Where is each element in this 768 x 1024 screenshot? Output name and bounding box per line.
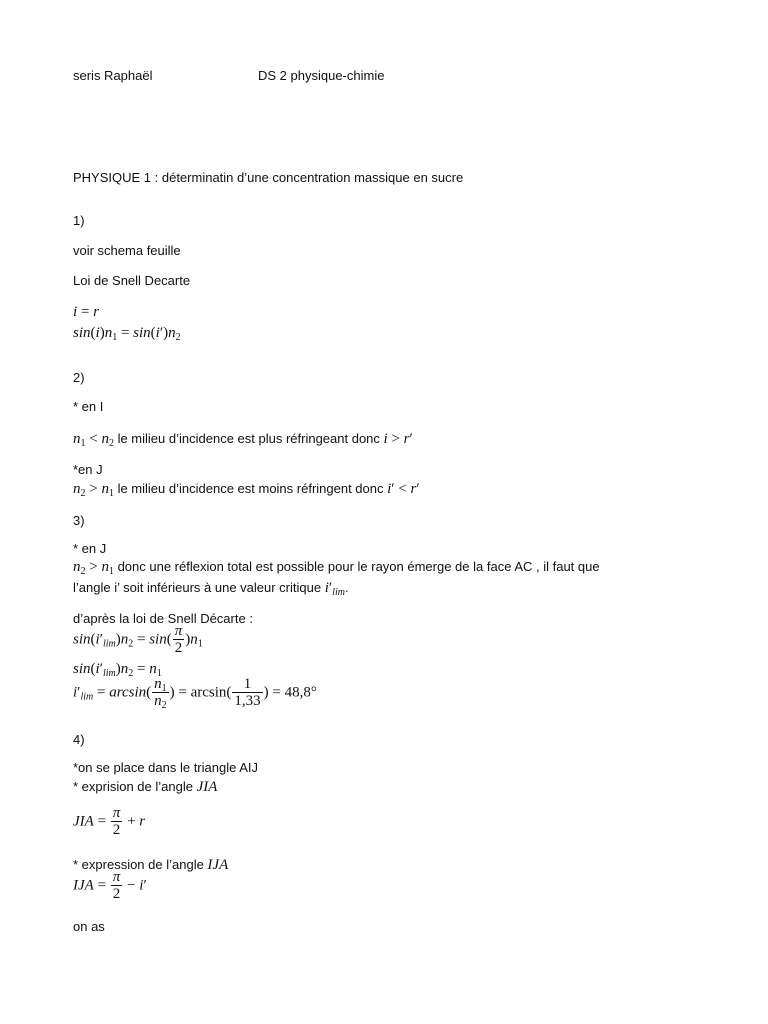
q3-en-j: * en J — [73, 541, 107, 556]
q4-jia-label: * exprision de l’angle JIA — [73, 779, 218, 795]
q2-en-i: * en I — [73, 399, 104, 414]
equation-critical-2: $\sin(i'_{lim})n_2 = n_1$ — [73, 661, 162, 679]
question-1-number: 1) — [73, 213, 85, 228]
author-name: seris Raphaël — [73, 68, 153, 83]
question-2-number: 2) — [73, 370, 85, 385]
q4-ija-label: * expression de l’angle IJA — [73, 857, 229, 873]
q2-en-j: *en J — [73, 462, 103, 477]
question-4-number: 4) — [73, 732, 85, 747]
document-title: DS 2 physique-chimie — [258, 68, 385, 83]
q3-intro: d’après la loi de Snell Décarte : — [73, 611, 253, 626]
q3-statement-line1: $n_2 > n_1$ donc une réflexion total est possible pour le rayon émerge de la face AC , il faut que — [73, 559, 600, 577]
equation-i-equals-r: i = r — [73, 304, 99, 320]
section-title: PHYSIQUE 1 : déterminatin d’une concentration massique en sucre — [73, 170, 464, 185]
critical-angle-value: 48,8° — [284, 684, 317, 701]
equation-critical-result: $i'_{lim} = \arcsin$( $\frac{n_1}{n_2}$ ) = arcsin( $\frac{1}{1,33}$ ) = 48,8° — [73, 676, 317, 711]
question-3-number: 3) — [73, 513, 85, 528]
q4-triangle-text: *on se place dans le triangle AIJ — [73, 760, 259, 775]
equation-snell: $\sin(i)n_1 = \sin(i')n_2$ — [73, 325, 181, 343]
equation-ija: IJA = $\frac{\pi}{2}$ − i′ — [73, 869, 147, 902]
q1-text-schema: voir schema feuille — [73, 243, 181, 258]
q3-statement-line2: l’angle i’ soit inférieurs à une valeur critique $i'_{lim}$. — [73, 580, 349, 598]
equation-jia: JIA = $\frac{\pi}{2}$ + r — [73, 805, 146, 838]
q2-statement-j: $n_2 > n_1$ le milieu d’incidence est moins réfringent donc i′ < r′ — [73, 481, 420, 499]
q2-statement-i: $n_1 < n_2$ le milieu d’incidence est plus réfringeant donc i > r′ — [73, 431, 413, 449]
q1-text-law: Loi de Snell Decarte — [73, 273, 191, 288]
q4-ending-text: on as — [73, 919, 105, 934]
equation-critical-1: $\sin(i'_{lim})n_2 = \sin$( $\frac{\pi}{2}$ )$n_1$ — [73, 623, 203, 656]
